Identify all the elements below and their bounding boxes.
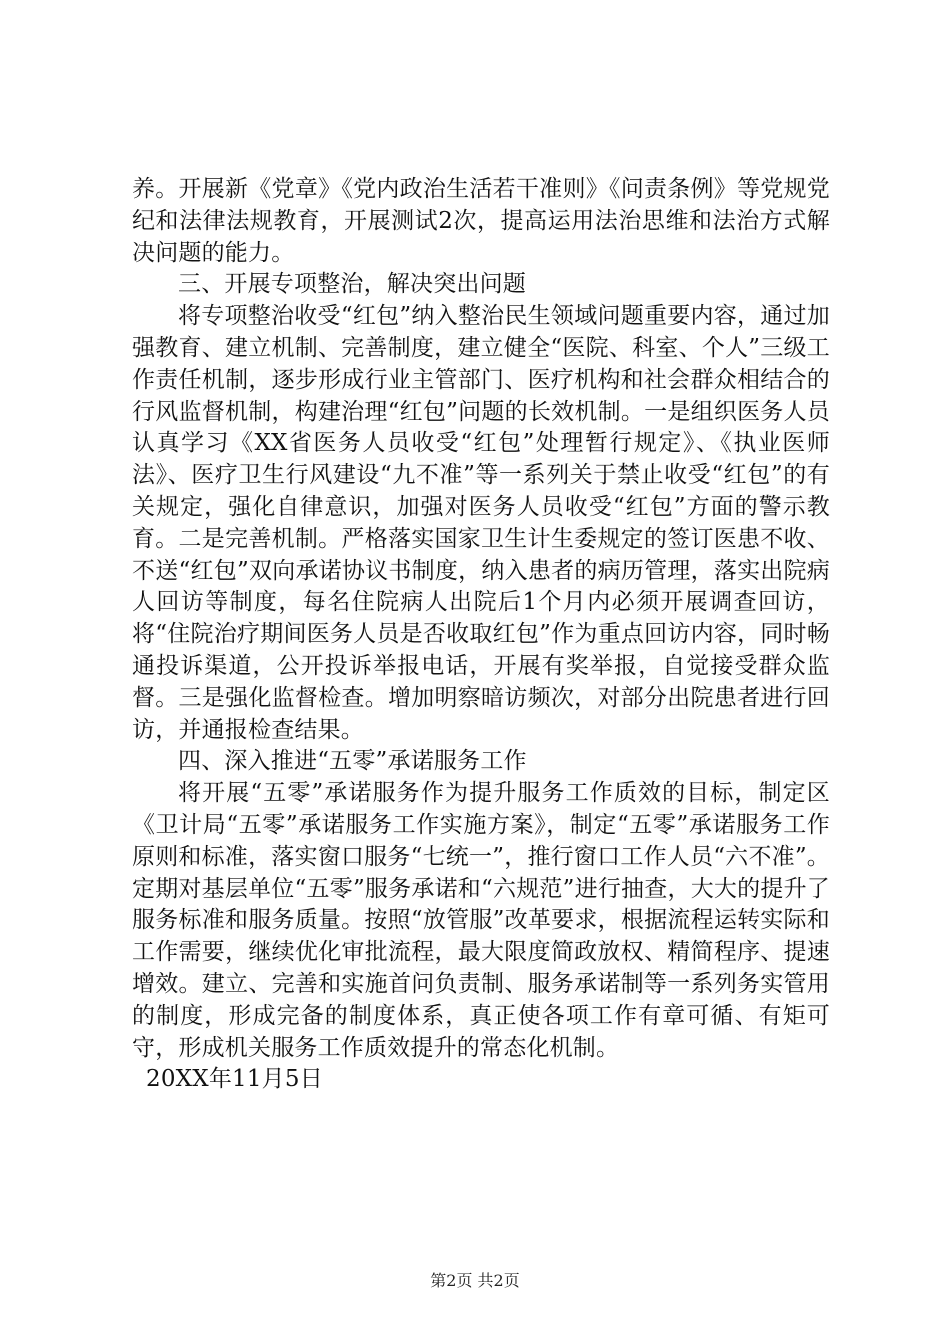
document-date: 20XX年11月5日 — [146, 1066, 323, 1093]
page-indicator: 第2页 共2页 — [430, 1271, 520, 1290]
section-heading-4: 四、深入推进“五零”承诺服务工作 — [178, 748, 527, 775]
paragraph-continuation: 养。开展新《党章》《党内政治生活若干准则》《问责条例》等党规党纪和法律法规教育，开展测试2次，提高运用法治思维和法治方式解决问题的能力。 — [132, 176, 830, 266]
paragraph-body: 将开展“五零”承诺服务作为提升服务工作质效的目标，制定区《卫计局“五零”承诺服务工作实施方案》，制定“五零”承诺服务工作原则和标准，落实窗口服务“七统一”，推行窗口工作人员“六不准”。定期对基层单位“五零”服务承诺和“六规范”进行抽查，大大的提升了服务标准和服务质量。按照“放管服”改革要求，根据流程运转实际和工作需要，继续优化审批流程，最大限度简政放权、精简程序、提速增效。建立、完善和实施首问负责制、服务承诺制等一系列务实管用的制度，形成完备的制度体系，真正使各项工作有章可循、有矩可守，形成机关服务工作质效提升的常态化机制。 — [132, 780, 830, 1061]
page-footer — [0, 1268, 950, 1291]
document-body — [132, 174, 830, 1096]
paragraph-body: 将专项整治收受“红包”纳入整治民生领域问题重要内容，通过加强教育、建立机制、完善制度，建立健全“医院、科室、个人”三级工作责任机制，逐步形成行业主管部门、医疗机构和社会群众相结合的行风监督机制，构建治理“红包”问题的长效机制。一是组织医务人员认真学习《XX省医务人员收受“红包”处理暂行规定》、《执业医师法》、医疗卫生行风建设“九不准”等一系列关于禁止收受“红包”的有关规定，强化自律意识，加强对医务人员收受“红包”方面的警示教育。二是完善机制。严格落实国家卫生计生委规定的签订医患不收、不送“红包”双向承诺协议书制度，纳入患者的病历管理，落实出院病人回访等制度，每名住院病人出院后1个月内必须开展调查回访，将“住院治疗期间医务人员是否收取红包”作为重点回访内容，同时畅通投诉渠道，公开投诉举报电话，开展有奖举报，自觉接受群众监督。三是强化监督检查。增加明察暗访频次，对部分出院患者进行回访，并通报检查结果。 — [132, 303, 830, 743]
section-heading-3: 三、开展专项整治，解决突出问题 — [178, 271, 526, 298]
